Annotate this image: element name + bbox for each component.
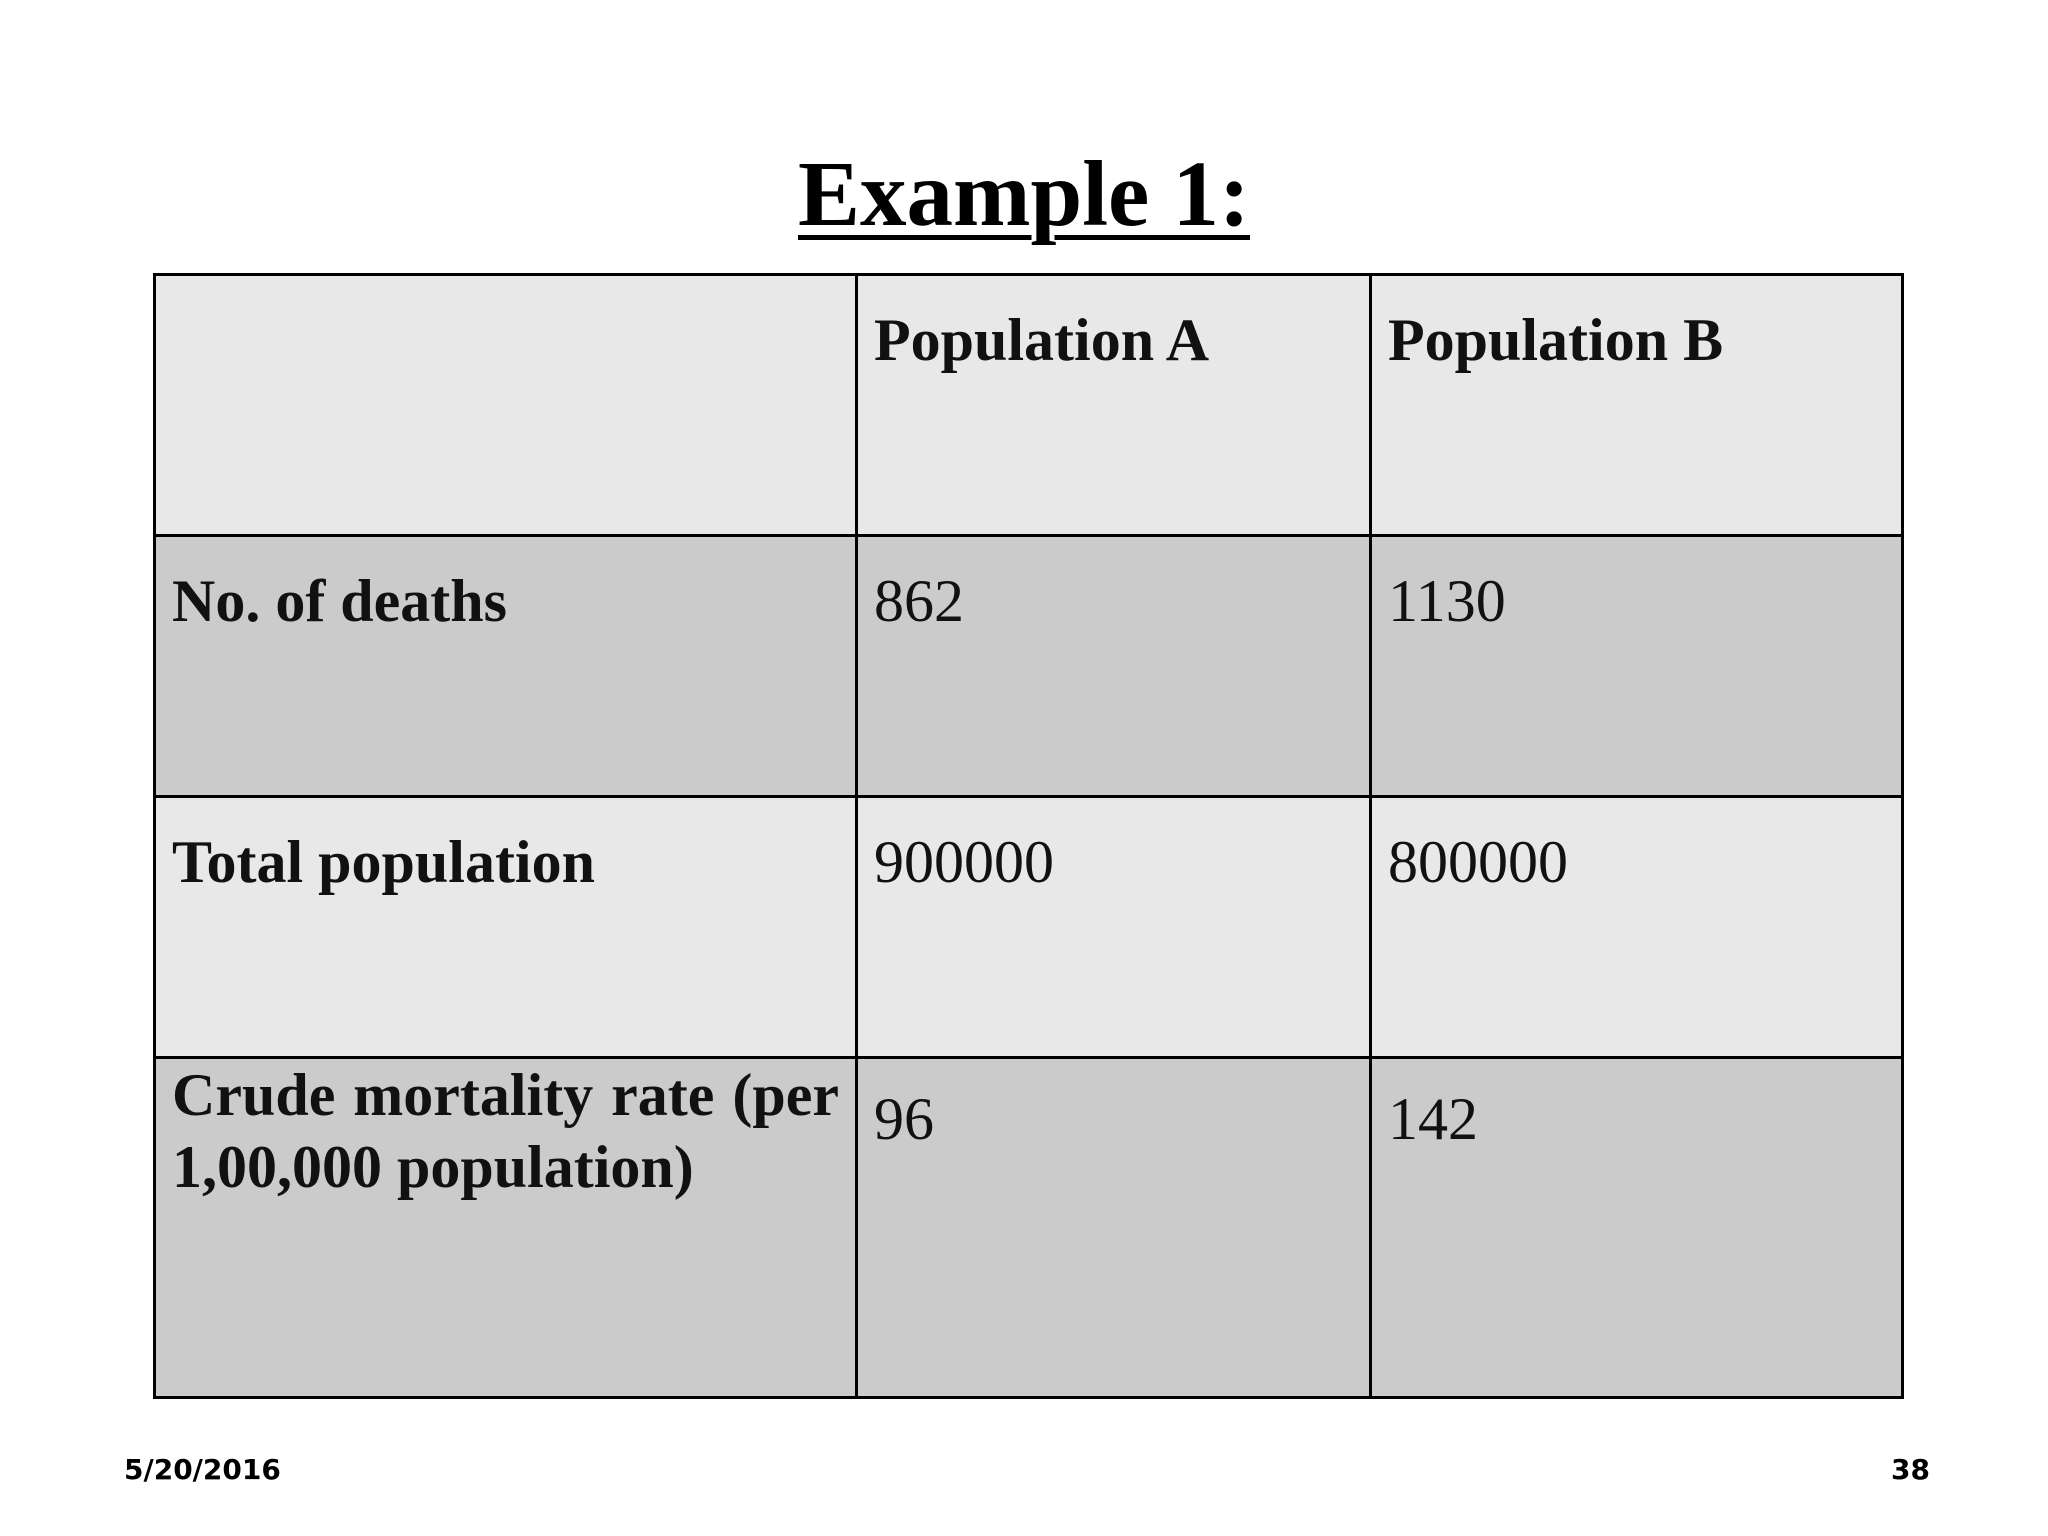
footer-page-number: 38 [1891, 1453, 1930, 1486]
table-row [155, 1058, 1903, 1398]
slide-title-text: Example 1: [797, 143, 1251, 246]
table-row [155, 797, 1903, 1058]
slide-title [0, 140, 2048, 250]
cell-population-a: 900000 [857, 797, 1371, 1058]
header-cell-empty [155, 275, 857, 536]
header-cell-population-a: Population A [857, 275, 1371, 536]
cell-population-a: 96 [857, 1058, 1371, 1398]
cell-population-b: 800000 [1371, 797, 1903, 1058]
row-label: No. of deaths [155, 536, 857, 797]
cell-population-b: 1130 [1371, 536, 1903, 797]
footer-date: 5/20/2016 [124, 1453, 281, 1486]
table-header-row [155, 275, 1903, 536]
cell-population-a: 862 [857, 536, 1371, 797]
row-label: Crude mortality rate (per 1,00,000 population) [155, 1058, 857, 1398]
header-cell-population-b: Population B [1371, 275, 1903, 536]
row-label: Total population [155, 797, 857, 1058]
data-table [153, 273, 1904, 1399]
table-row [155, 536, 1903, 797]
cell-population-b: 142 [1371, 1058, 1903, 1398]
